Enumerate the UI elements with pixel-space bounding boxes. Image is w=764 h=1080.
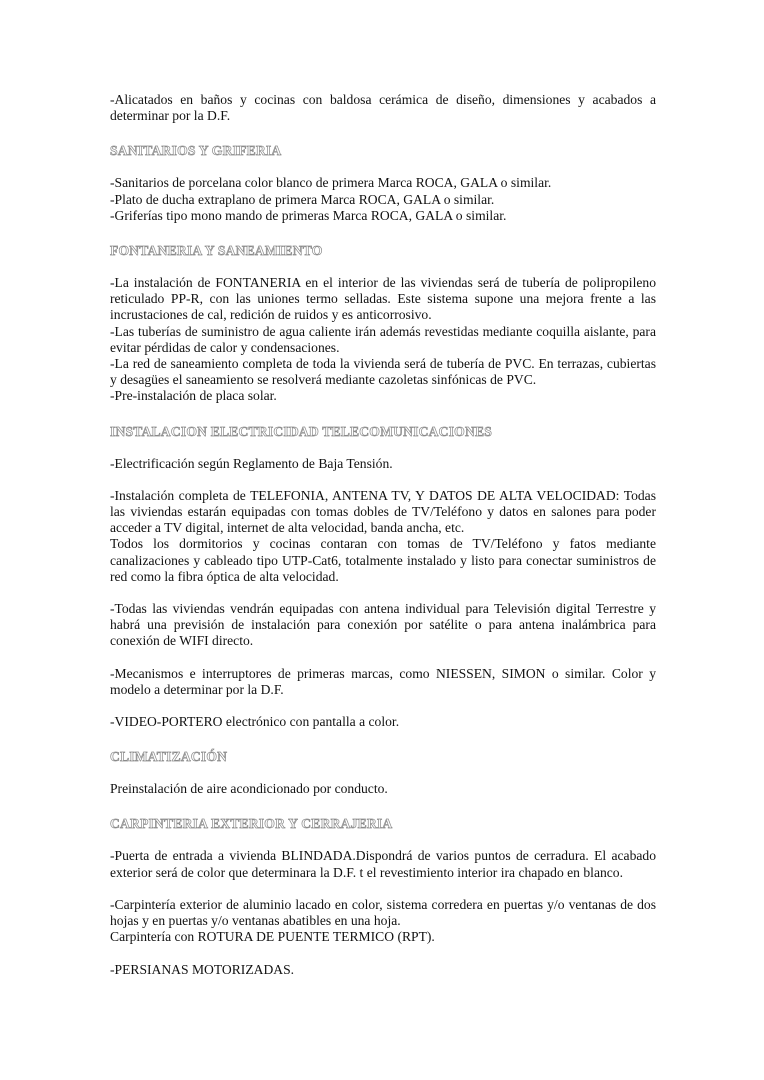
paragraph-carpinteria-4: -PERSIANAS MOTORIZADAS. [110,961,295,977]
paragraph-electricidad-5: -Mecanismos e interruptores de primeras marcas, como NIESSEN, SIMON o similar. Color y modelo a determinar por la D.F. [110,665,656,697]
paragraph-carpinteria-3: Carpintería con ROTURA DE PUENTE TERMICO (RPT). [110,929,435,945]
paragraph-electricidad-1: -Electrificación según Reglamento de Baja Tensión. [110,455,393,471]
paragraph-alicatados: -Alicatados en baños y cocinas con baldosa cerámica de diseño, dimensiones y acabados a determinar por la D.F. [110,92,656,124]
heading-fontaneria: FONTANERIA Y SANEAMIENTO [110,243,323,259]
paragraph-fontaneria-1: -La instalación de FONTANERIA en el interior de las viviendas será de tubería de polipropileno reticulado PP-R, con las uniones termo selladas. Este sistema supone una mejora frente a las incrustaciones de cal, redición de ruidos y es anticorrosivo. [110,275,656,323]
paragraph-fontaneria-4: -Pre-instalación de placa solar. [110,388,277,404]
paragraph-sanitarios-1: -Sanitarios de porcelana color blanco de primera Marca ROCA, GALA o similar. [110,175,552,191]
paragraph-electricidad-6: -VIDEO-PORTERO electrónico con pantalla a color. [110,714,400,730]
paragraph-fontaneria-3: -La red de saneamiento completa de toda la vivienda será de tubería de PVC. En terrazas, cubiertas y desagües el saneamiento se resolverá mediante cazoletas sinfónicas de PVC. [110,356,656,388]
paragraph-fontaneria-2: -Las tuberías de suministro de agua caliente irán además revestidas mediante coquilla aislante, para evitar pérdidas de calor y condensaciones. [110,323,656,355]
paragraph-climatizacion-1: Preinstalación de aire acondicionado por conducto. [110,781,388,797]
paragraph-carpinteria-1: -Puerta de entrada a vivienda BLINDADA.Dispondrá de varios puntos de cerradura. El acabado exterior será de color que determinara la D.F. t el revestimiento interior ira chapado en blanco. [110,848,656,880]
paragraph-sanitarios-3: -Griferías tipo mono mando de primeras Marca ROCA, GALA o similar. [110,207,507,223]
heading-carpinteria: CARPINTERIA EXTERIOR Y CERRAJERIA [110,816,393,832]
heading-climatizacion: CLIMATIZACIÓN [110,749,228,765]
paragraph-carpinteria-2: -Carpintería exterior de aluminio lacado en color, sistema corredera en puertas y/o ventanas de dos hojas y en puertas y/o ventanas abatibles en una hoja. [110,896,656,929]
heading-sanitarios: SANITARIOS Y GRIFERIA [110,143,282,159]
paragraph-sanitarios-2: -Plato de ducha extraplano de primera Marca ROCA, GALA o similar. [110,191,495,207]
paragraph-electricidad-3: Todos los dormitorios y cocinas contaran con tomas de TV/Teléfono y fatos mediante canalizaciones y cableado tipo UTP-Cat6, totalmente instalado y listo para conectar suministros de red como la fibra óptica de alta velocidad. [110,536,656,584]
paragraph-electricidad-4: -Todas las viviendas vendrán equipadas con antena individual para Televisión digital Terrestre y habrá una previsión de instalación para conexión por satélite o para antena inalámbrica para conexión de WIFI directo. [110,601,656,649]
heading-electricidad: INSTALACION ELECTRICIDAD TELECOMUNICACIONES [110,423,492,439]
paragraph-electricidad-2: -Instalación completa de TELEFONIA, ANTENA TV, Y DATOS DE ALTA VELOCIDAD: Todas las viviendas estarán equipadas con tomas dobles de TV/Teléfono y datos en salones para poder acceder a TV digital, internet de alta velocidad, banda ancha, etc. [110,487,656,536]
document-page [110,92,656,978]
